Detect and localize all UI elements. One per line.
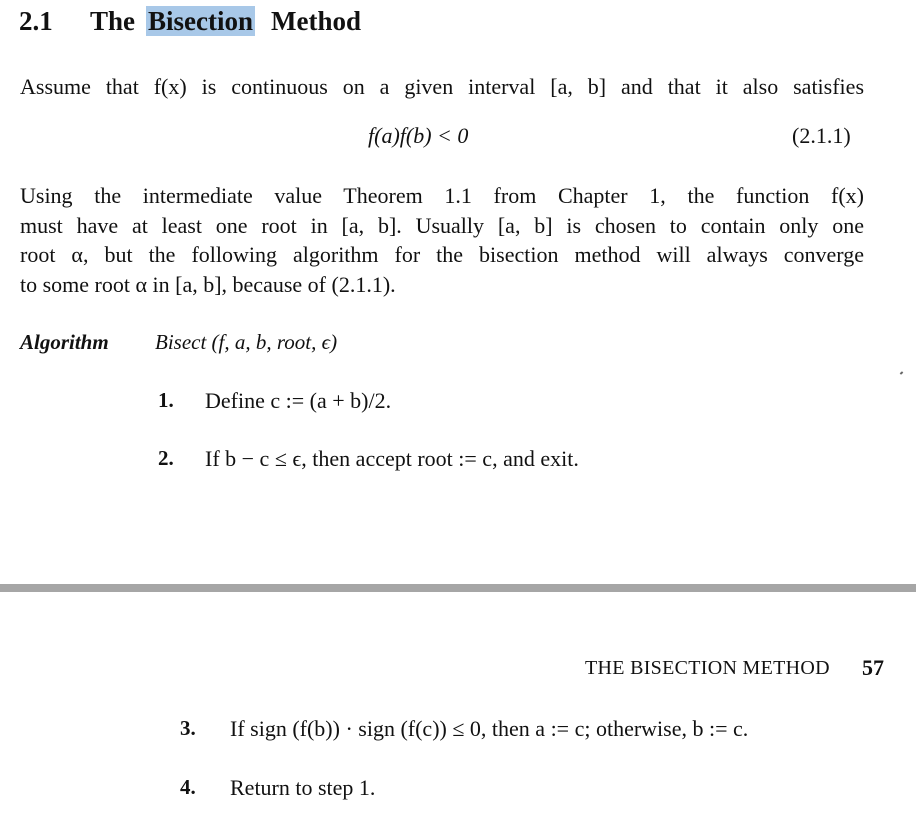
algorithm-signature: Bisect (f, a, b, root, ϵ) bbox=[155, 330, 338, 354]
title-word-bisection bbox=[146, 6, 255, 37]
paragraph-2-line: must have at least one root in [a, b]. Usually [a, b] is chosen to contain only one bbox=[20, 212, 864, 238]
equation: f(a)f(b) < 0 bbox=[368, 123, 469, 148]
step-text: Define c := (a + b)/2. bbox=[205, 388, 392, 413]
paragraph-2 bbox=[20, 181, 864, 299]
scan-speck bbox=[900, 371, 904, 374]
step-text: If sign (f(b)) · sign (f(c)) ≤ 0, then a := c; otherwise, b := c. bbox=[230, 716, 749, 741]
paragraph-2-line: Using the intermediate value Theorem 1.1 from Chapter 1, the function f(x) bbox=[20, 183, 864, 208]
title-word-the: The bbox=[90, 6, 136, 36]
running-header: THE BISECTION METHOD bbox=[585, 657, 830, 679]
paragraph-1-text: Assume that f(x) is continuous on a given interval [a, b] and that it also satisfies bbox=[20, 74, 864, 99]
paragraph-2-line: root α, but the following algorithm for the bisection method will always converge bbox=[20, 242, 864, 267]
title-highlight: Bisection bbox=[148, 6, 253, 36]
algorithm-label: Algorithm bbox=[20, 330, 109, 354]
step-number: 1. bbox=[158, 388, 174, 412]
step-number: 3. bbox=[180, 716, 196, 740]
step-text: Return to step 1. bbox=[230, 775, 376, 800]
title-word-method: Method bbox=[271, 6, 361, 36]
step-text: If b − c ≤ ϵ, then accept root := c, and exit. bbox=[205, 446, 579, 471]
step-number: 4. bbox=[180, 775, 196, 799]
paragraph-2-line: to some root α in [a, b], because of (2.1.1). bbox=[20, 271, 396, 297]
step-number: 2. bbox=[158, 446, 174, 470]
equation-label: (2.1.1) bbox=[792, 123, 851, 148]
section-number: 2.1 bbox=[19, 6, 53, 36]
page-number: 57 bbox=[862, 655, 884, 680]
page-divider bbox=[0, 584, 916, 592]
paragraph-1 bbox=[20, 72, 864, 102]
